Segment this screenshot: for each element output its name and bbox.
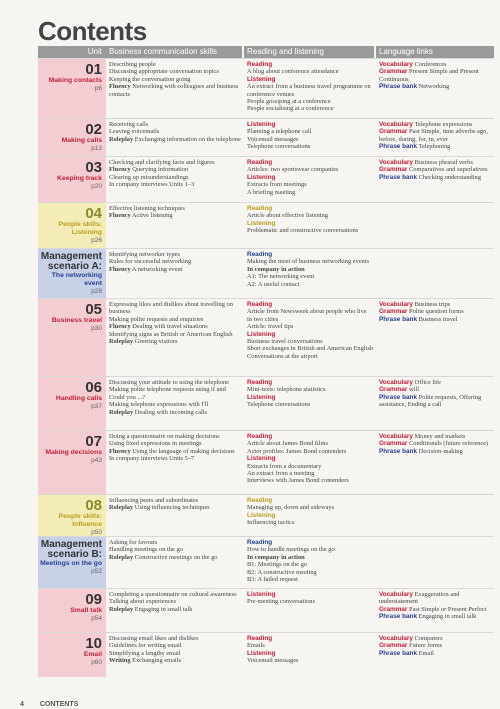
reading-cell (244, 431, 376, 487)
unit-row (38, 632, 494, 677)
unit-cell (38, 633, 106, 677)
skill-label: Fluency (109, 447, 131, 455)
reading-item: How to handle meetings on the go (247, 546, 335, 554)
phrase-bank-label: Phrase bank (379, 649, 418, 657)
listening-label: Listening (247, 330, 276, 338)
reading-cell (244, 119, 376, 153)
phrase-bank-item: Decision-making (418, 447, 463, 455)
video-item: B2: A constructive meeting (247, 568, 317, 576)
unit-title: Small talk (70, 607, 102, 614)
listening-item: Interviews with James Bond contenders (247, 477, 349, 485)
listening-item: Telephone conversations (247, 143, 311, 151)
unit-page: p43 (91, 457, 102, 464)
grammar-item: Conditionals (future reference) (409, 440, 489, 448)
unit-row (38, 156, 494, 203)
unit-number: 02 (85, 121, 102, 138)
listening-label: Listening (247, 121, 276, 128)
skill-item: Discussing your attitude to using the telephone (109, 379, 229, 386)
video-item: B1: Meetings on the go (247, 561, 307, 569)
reading-label: Reading (247, 301, 273, 308)
listening-item: Extracts from a documentary (247, 462, 322, 470)
vocabulary-label: Vocabulary (379, 301, 413, 308)
unit-number: 08 (85, 497, 102, 514)
reading-item: Mini-texts: telephone statistics (247, 386, 326, 394)
phrase-bank-item: Telephoning (418, 143, 451, 151)
unit-number: 07 (85, 433, 102, 450)
vocabulary-label: Vocabulary (379, 61, 413, 68)
phrase-bank-label: Phrase bank (379, 143, 418, 151)
grammar-item: Past Simple or Present Perfect (409, 605, 487, 613)
phrase-bank-item: Polite requests, Offering assistance, Ending a call (379, 393, 482, 409)
skill-item: Making telephone expressions with I'll (109, 401, 209, 409)
listening-item: Voicemail messages (247, 135, 299, 143)
skill-item: Making polite telephone requests using if and Could you ...? (109, 386, 226, 401)
vocabulary-item: Business phrasal verbs (414, 159, 473, 166)
unit-page: p20 (91, 183, 102, 190)
skill-item: Handling meetings on the go (109, 546, 183, 554)
listening-item: Short exchanges in British and American English (247, 345, 374, 353)
header-unit: Unit (38, 46, 106, 58)
skill-item: Doing a questionnaire on making decisions (109, 433, 220, 440)
unit-row (38, 536, 494, 589)
unit-title: Making contacts (48, 77, 102, 84)
unit-number: 09 (85, 591, 102, 608)
vocabulary-item: Money and markets (414, 433, 466, 440)
page-number: 4 (20, 701, 24, 708)
skill-item: Discussing appropriate conversation topics (109, 68, 219, 76)
unit-page: p13 (91, 145, 102, 152)
listening-label: Listening (247, 75, 276, 83)
skill-item: Asking for favours (109, 539, 158, 546)
skill-item: A networking event (131, 265, 183, 273)
unit-cell (38, 249, 106, 299)
reading-label: Reading (247, 497, 273, 504)
language-cell (376, 633, 494, 659)
listening-item: Voicemail messages (247, 657, 299, 665)
phrase-bank-label: Phrase bank (379, 315, 418, 323)
unit-title: The networking event (51, 272, 102, 287)
language-cell (376, 157, 494, 183)
header-language-links: Language links (376, 46, 494, 58)
unit-title: Handling calls (55, 395, 102, 402)
skill-item: In company interviews Units 5–7 (109, 455, 195, 463)
unit-page: p50 (91, 529, 102, 536)
unit-title: Meetings on the go (40, 560, 102, 567)
listening-label: Listening (247, 591, 276, 598)
grammar-item: Past Simple, time adverbs ago, before, during, for, in, ever (379, 128, 488, 143)
skill-item: Exchanging emails (132, 657, 181, 665)
listening-label: Listening (247, 173, 276, 181)
skill-label: Fluency (109, 83, 131, 91)
skill-item: Constructive meetings on the go (134, 553, 218, 561)
reading-item: Managing up, down and sideways (247, 504, 335, 512)
unit-title: Email (83, 651, 102, 658)
page-footer (20, 701, 92, 708)
phrase-bank-item: Engaging in small talk (418, 613, 477, 621)
skill-item: Dealing with travel situations (132, 323, 208, 331)
skill-item: Using influencing techniques (134, 504, 210, 512)
skill-label: Roleplay (109, 553, 134, 561)
unit-page: p26 (91, 237, 102, 244)
unit-cell (38, 119, 106, 157)
reading-label: Reading (247, 635, 273, 642)
business-skills-cell (106, 299, 244, 347)
listening-label: Listening (247, 649, 276, 657)
business-skills-cell (106, 157, 244, 191)
vocabulary-label: Vocabulary (379, 159, 413, 166)
unit-title: Business travel (51, 317, 102, 324)
skill-item: Influencing peers and subordinates (109, 497, 199, 504)
listening-item: Problematic and constructive conversations (247, 227, 359, 235)
skill-item: Dealing with incoming calls (134, 408, 208, 416)
reading-item: Making the most of business networking events (247, 258, 370, 266)
skill-item: Rules for successful networking (109, 258, 192, 266)
skill-item: Keeping the conversation going (109, 75, 191, 83)
unit-cell (38, 203, 106, 249)
unit-number: 10 (85, 635, 102, 652)
unit-page: p52 (91, 568, 102, 575)
skill-label: Fluency (109, 265, 131, 273)
skill-label: Writing (109, 657, 131, 665)
skill-item: Querying information (132, 166, 189, 174)
grammar-label: Grammar (379, 440, 408, 448)
reading-item: Article about effective listening (247, 212, 328, 220)
skill-item: In company interviews Units 1–3 (109, 181, 195, 189)
phrase-bank-label: Phrase bank (379, 447, 418, 455)
language-cell (376, 119, 494, 153)
skill-item: Using the language of making decisions (132, 447, 235, 455)
unit-page: p60 (91, 659, 102, 666)
skill-label: Roleplay (109, 605, 134, 613)
unit-cell (38, 537, 106, 589)
unit-row (38, 248, 494, 299)
grammar-label: Grammar (379, 166, 408, 174)
in-company-label: In company in action (247, 553, 305, 561)
reading-cell (244, 537, 376, 585)
phrase-bank-item: Checking understanding (418, 173, 481, 181)
vocabulary-item: Computers (414, 635, 443, 642)
listening-item: Conversations at the airport (247, 352, 318, 360)
skill-label: Fluency (109, 323, 131, 331)
reading-label: Reading (247, 205, 273, 212)
skill-item: Checking and clarifying facts and figures (109, 159, 215, 166)
listening-item: Extracts from meetings (247, 181, 307, 189)
unit-page: p30 (91, 325, 102, 332)
phrase-bank-item: Email (418, 649, 434, 657)
unit-row (38, 588, 494, 633)
grammar-label: Grammar (379, 605, 408, 613)
grammar-item: Present Simple and Present Continuous (379, 68, 479, 83)
unit-cell (38, 495, 106, 537)
unit-cell (38, 299, 106, 377)
reading-label: Reading (247, 251, 273, 258)
listening-item: An extract from a meeting (247, 470, 315, 478)
grammar-label: Grammar (379, 128, 408, 136)
vocabulary-label: Vocabulary (379, 379, 413, 386)
skill-item: Networking with colleagues and business contacts (109, 83, 239, 98)
language-cell (376, 589, 494, 623)
unit-number: 04 (85, 205, 102, 222)
skill-item: Identifying networker types (109, 251, 180, 258)
phrase-bank-item: Networking (418, 83, 450, 91)
vocabulary-label: Vocabulary (379, 591, 413, 598)
in-company-label: In company in action (247, 265, 305, 273)
skill-item: Receiving calls (109, 121, 149, 128)
reading-item: Emails (247, 642, 265, 650)
unit-row (38, 298, 494, 377)
skill-item: Simplifying a lengthy email (109, 649, 181, 657)
skill-label: Roleplay (109, 135, 134, 143)
unit-number: Management scenario B: (40, 539, 102, 560)
phrase-bank-label: Phrase bank (379, 613, 418, 621)
vocabulary-label: Vocabulary (379, 635, 413, 642)
skill-item: Engaging in small talk (134, 605, 193, 613)
unit-cell (38, 431, 106, 495)
vocabulary-label: Vocabulary (379, 433, 413, 440)
video-item: A2: A useful contact (247, 280, 300, 288)
reading-cell (244, 203, 376, 237)
listening-item: A briefing meeting (247, 188, 296, 196)
vocabulary-item: Office life (414, 379, 441, 386)
footer-label: CONTENTS (39, 701, 79, 708)
unit-row (38, 58, 494, 119)
reading-cell (244, 589, 376, 608)
listening-item: Planning a telephone call (247, 128, 312, 136)
grammar-label: Grammar (379, 642, 408, 650)
listening-item: People socialising at a conference (247, 105, 334, 113)
unit-title: People skills: Listening (58, 221, 102, 236)
reading-item: Article: travel tips (247, 323, 294, 331)
reading-label: Reading (247, 61, 273, 68)
grammar-item: Comparatives and superlatives (409, 166, 488, 174)
header-reading-listening: Reading and listening (244, 46, 374, 58)
reading-cell (244, 377, 376, 411)
reading-item: Article about James Bond films (247, 440, 328, 448)
unit-cell (38, 157, 106, 203)
skill-item: Describing people (109, 61, 156, 68)
unit-number: 05 (85, 301, 102, 318)
reading-cell (244, 157, 376, 198)
skill-item: Identifying signs as British or American English (109, 330, 233, 338)
listening-item: An extract from a business travel programme on conference venues (247, 83, 371, 98)
skill-item: Completing a questionnaire on cultural awareness (109, 591, 237, 598)
unit-row (38, 118, 494, 157)
vocabulary-item: Conferences (414, 61, 447, 68)
reading-cell (244, 495, 376, 529)
unit-page: p28 (91, 288, 102, 295)
unit-row (38, 494, 494, 537)
business-skills-cell (106, 249, 244, 275)
reading-item: Actor profiles: James Bond contenders (247, 447, 347, 455)
skill-item: Guidelines for writing email (109, 642, 182, 650)
unit-cell (38, 59, 106, 119)
skill-item: Making polite requests and enquiries (109, 315, 204, 323)
unit-title: People skills: Influence (58, 513, 102, 528)
business-skills-cell (106, 495, 244, 514)
grammar-item: Polite question forms (409, 308, 464, 316)
reading-item: Articles: two sportswear companies (247, 166, 339, 174)
reading-cell (244, 633, 376, 667)
grammar-item: will (409, 386, 419, 394)
unit-title: Making calls (61, 137, 102, 144)
skill-item: Clearing up misunderstandings (109, 173, 189, 181)
listening-label: Listening (247, 511, 276, 519)
language-cell (376, 299, 494, 325)
skill-item: Exchanging information on the telephone (134, 135, 241, 143)
skill-item: Effective listening techniques (109, 205, 185, 212)
vocabulary-item: Telephone expressions (414, 121, 473, 128)
reading-cell (244, 59, 376, 115)
language-cell (376, 59, 494, 93)
reading-label: Reading (247, 379, 273, 386)
business-skills-cell (106, 589, 244, 615)
unit-title: Keeping track (57, 175, 102, 182)
listening-item: Pre-meeting conversations (247, 598, 315, 606)
business-skills-cell (106, 59, 244, 100)
video-item: B3: A failed request (247, 576, 298, 584)
reading-label: Reading (247, 539, 273, 546)
reading-label: Reading (247, 433, 273, 440)
language-cell (376, 431, 494, 457)
listening-item: Business travel conversations (247, 338, 323, 346)
skill-item: Talking about experiences (109, 598, 176, 606)
listening-item: Telephone conversations (247, 401, 311, 409)
unit-row (38, 376, 494, 431)
business-skills-cell (106, 431, 244, 465)
unit-page: p6 (94, 85, 102, 92)
unit-row (38, 430, 494, 495)
business-skills-cell (106, 203, 244, 222)
grammar-label: Grammar (379, 386, 408, 394)
grammar-item: Future forms (409, 642, 443, 650)
header-business-skills: Business communication skills (106, 46, 242, 58)
unit-number: 01 (85, 61, 102, 78)
business-skills-cell (106, 537, 244, 563)
listening-label: Listening (247, 455, 276, 463)
video-item: A1: The networking event (247, 273, 315, 281)
grammar-label: Grammar (379, 308, 408, 316)
listening-item: Influencing tactics (247, 519, 295, 527)
skill-item: Leaving voicemails (109, 128, 160, 136)
phrase-bank-label: Phrase bank (379, 393, 418, 401)
unit-row (38, 202, 494, 249)
listening-item: People gossiping at a conference (247, 98, 331, 106)
skill-item: Using fixed expressions in meetings (109, 440, 202, 448)
unit-number: Management scenario A: (40, 251, 102, 272)
unit-cell (38, 377, 106, 431)
reading-item: Article from Newsweek about people who live in two cities (247, 308, 367, 323)
grammar-label: Grammar (379, 68, 408, 76)
skill-item: Greeting visitors (134, 338, 178, 346)
reading-item: A blog about conference attendance (247, 68, 339, 76)
skill-label: Fluency (109, 212, 131, 220)
unit-cell (38, 589, 106, 633)
vocabulary-item: Exaggeration and understatement (379, 591, 460, 606)
unit-number: 03 (85, 159, 102, 176)
vocabulary-item: Business trips (414, 301, 451, 308)
unit-title: Making decisions (45, 449, 102, 456)
skill-label: Roleplay (109, 504, 134, 512)
skill-item: Discussing email likes and dislikes (109, 635, 199, 642)
reading-label: Reading (247, 159, 273, 166)
skill-label: Fluency (109, 166, 131, 174)
page-title: Contents (38, 16, 147, 46)
vocabulary-label: Vocabulary (379, 121, 413, 128)
skill-label: Roleplay (109, 338, 134, 346)
listening-label: Listening (247, 393, 276, 401)
unit-page: p54 (91, 615, 102, 622)
unit-number: 06 (85, 379, 102, 396)
business-skills-cell (106, 377, 244, 418)
skill-item: Expressing likes and dislikes about travelling on business (109, 301, 233, 316)
language-cell (376, 377, 494, 411)
phrase-bank-label: Phrase bank (379, 83, 418, 91)
phrase-bank-label: Phrase bank (379, 173, 418, 181)
business-skills-cell (106, 119, 244, 145)
unit-page: p37 (91, 403, 102, 410)
listening-label: Listening (247, 219, 276, 227)
business-skills-cell (106, 633, 244, 667)
phrase-bank-item: Business travel (418, 315, 458, 323)
skill-label: Roleplay (109, 408, 134, 416)
reading-cell (244, 299, 376, 362)
reading-cell (244, 249, 376, 290)
skill-item: Active listening (131, 212, 173, 220)
